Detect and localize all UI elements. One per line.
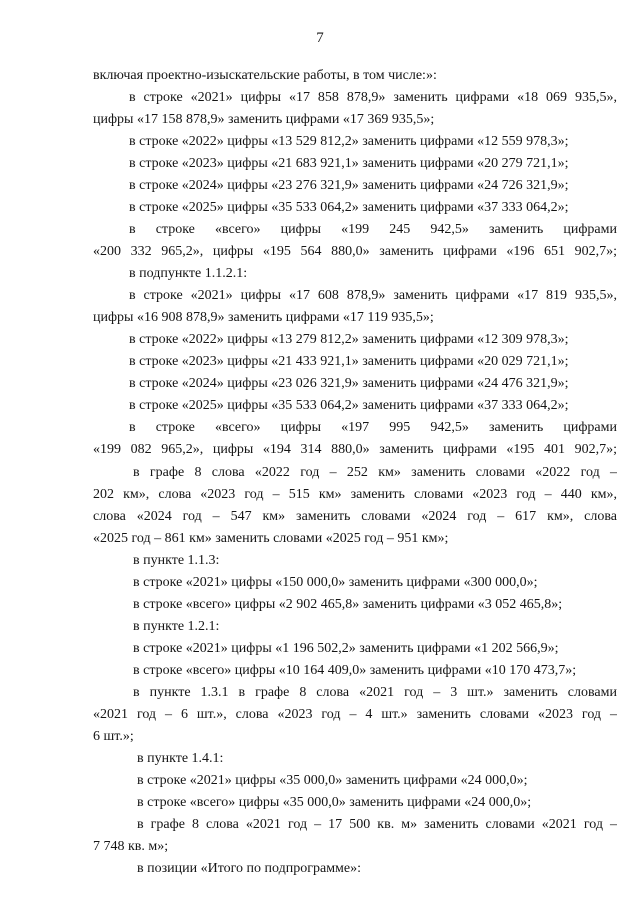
page-number: 7	[316, 30, 324, 46]
text-line: цифры «16 908 878,9» заменить цифрами «17 119 935,5»;	[93, 310, 434, 325]
text-line: в позиции «Итого по подпрограмме»:	[137, 861, 362, 876]
text-line: слова «2024 год – 547 км» заменить словами «2024 год – 617 км», слова	[93, 509, 617, 524]
text-line: в пункте 1.4.1:	[137, 751, 224, 766]
text-line: 202 км», слова «2023 год – 515 км» заменить словами «2023 год – 440 км»,	[93, 487, 617, 502]
text-line: в строке «всего» цифры «197 995 942,5» заменить цифрами	[129, 420, 617, 435]
text-line: в строке «всего» цифры «199 245 942,5» заменить цифрами	[129, 222, 617, 237]
text-line: в строке «2024» цифры «23 026 321,9» заменить цифрами «24 476 321,9»;	[129, 376, 569, 391]
text-line: «2025 год – 861 км» заменить словами «2025 год – 951 км»;	[93, 531, 449, 546]
text-line: в строке «2021» цифры «17 858 878,9» заменить цифрами «18 069 935,5»,	[129, 90, 617, 105]
text-line: «200 332 965,2», цифры «195 564 880,0» заменить цифрами «196 651 902,7»;	[93, 244, 617, 259]
text-line: в строке «2022» цифры «13 279 812,2» заменить цифрами «12 309 978,3»;	[129, 332, 569, 347]
text-line: в строке «2023» цифры «21 433 921,1» заменить цифрами «20 029 721,1»;	[129, 354, 569, 369]
text-line: 7 748 кв. м»;	[93, 839, 169, 854]
text-line: в строке «2024» цифры «23 276 321,9» заменить цифрами «24 726 321,9»;	[129, 178, 569, 193]
text-line: 6 шт.»;	[93, 729, 134, 744]
text-line: в строке «всего» цифры «10 164 409,0» заменить цифрами «10 170 473,7»;	[133, 663, 577, 678]
text-line: в строке «всего» цифры «2 902 465,8» заменить цифрами «3 052 465,8»;	[133, 597, 563, 612]
text-line: в пункте 1.2.1:	[133, 619, 220, 634]
text-line: в строке «2021» цифры «1 196 502,2» заменить цифрами «1 202 566,9»;	[133, 641, 559, 656]
text-line: в строке «всего» цифры «35 000,0» заменить цифрами «24 000,0»;	[137, 795, 532, 810]
text-line: в подпункте 1.1.2.1:	[129, 266, 248, 281]
text-line: цифры «17 158 878,9» заменить цифрами «17 369 935,5»;	[93, 112, 435, 127]
text-line: в строке «2023» цифры «21 683 921,1» заменить цифрами «20 279 721,1»;	[129, 156, 569, 171]
text-line: включая проектно-изыскательские работы, в том числе:»:	[93, 68, 437, 83]
text-line: в пункте 1.3.1 в графе 8 слова «2021 год – 3 шт.» заменить словами	[133, 685, 617, 700]
text-line: в строке «2021» цифры «35 000,0» заменить цифрами «24 000,0»;	[137, 773, 528, 788]
text-line: в строке «2021» цифры «150 000,0» заменить цифрами «300 000,0»;	[133, 575, 538, 590]
text-line: в графе 8 слова «2022 год – 252 км» заменить словами «2022 год –	[133, 465, 617, 480]
text-line: «2021 год – 6 шт.», слова «2023 год – 4 шт.» заменить словами «2023 год –	[93, 707, 617, 722]
text-line: в строке «2025» цифры «35 533 064,2» заменить цифрами «37 333 064,2»;	[129, 398, 569, 413]
text-line: в строке «2022» цифры «13 529 812,2» заменить цифрами «12 559 978,3»;	[129, 134, 569, 149]
text-line: «199 082 965,2», цифры «194 314 880,0» заменить цифрами «195 401 902,7»;	[93, 442, 617, 457]
text-line: в строке «2021» цифры «17 608 878,9» заменить цифрами «17 819 935,5»,	[129, 288, 617, 303]
text-line: в графе 8 слова «2021 год – 17 500 кв. м» заменить словами «2021 год –	[137, 817, 617, 832]
text-line: в пункте 1.1.3:	[133, 553, 220, 568]
text-line: в строке «2025» цифры «35 533 064,2» заменить цифрами «37 333 064,2»;	[129, 200, 569, 215]
